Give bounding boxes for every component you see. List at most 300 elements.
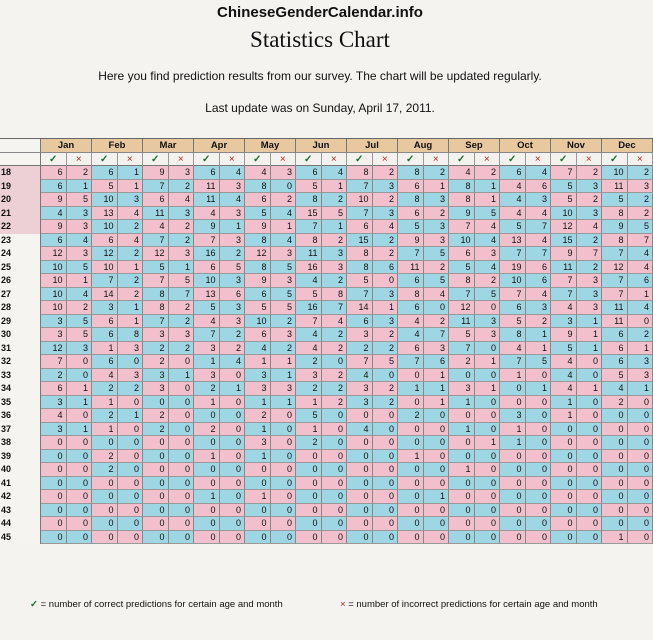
incorrect-count-cell: 3 [67, 207, 93, 221]
incorrect-count-cell: 3 [322, 261, 348, 275]
incorrect-count-cell: 3 [271, 274, 297, 288]
correct-count-cell: 4 [296, 328, 322, 342]
correct-count-cell: 8 [143, 301, 169, 315]
correct-count-cell: 5 [92, 180, 118, 194]
correct-count-cell: 14 [347, 301, 373, 315]
incorrect-count-cell: 2 [118, 220, 144, 234]
correct-count-cell: 1 [551, 396, 577, 410]
incorrect-count-cell: 2 [628, 207, 653, 221]
correct-count-cell: 0 [500, 463, 526, 477]
correct-count-cell: 0 [143, 436, 169, 450]
incorrect-count-cell: 1 [67, 274, 93, 288]
incorrect-count-cell: 0 [271, 423, 297, 437]
incorrect-count-cell: 7 [526, 220, 552, 234]
check-icon: ✓ [30, 599, 38, 610]
month-header: Jul [347, 139, 398, 153]
correct-count-cell: 4 [500, 180, 526, 194]
correct-count-cell: 11 [194, 193, 220, 207]
incorrect-count-cell: 0 [271, 180, 297, 194]
age-label: 26 [0, 274, 41, 288]
correct-count-cell: 1 [92, 423, 118, 437]
correct-count-cell: 12 [143, 247, 169, 261]
incorrect-count-cell: 7 [526, 247, 552, 261]
correct-count-cell: 0 [143, 396, 169, 410]
incorrect-count-cell: 0 [220, 490, 246, 504]
incorrect-count-cell: 0 [118, 355, 144, 369]
correct-count-cell: 7 [347, 180, 373, 194]
table-row [0, 247, 653, 261]
incorrect-count-cell: 3 [271, 328, 297, 342]
incorrect-count-cell: 3 [577, 288, 603, 302]
incorrect-count-cell: 6 [628, 274, 653, 288]
correct-count-cell: 1 [449, 423, 475, 437]
correct-count-cell: 15 [347, 234, 373, 248]
correct-count-cell: 0 [245, 504, 271, 518]
correct-count-cell: 10 [347, 193, 373, 207]
table-row [0, 409, 653, 423]
incorrect-count-cell: 3 [526, 193, 552, 207]
correct-count-cell: 3 [41, 423, 67, 437]
correct-count-cell: 9 [143, 166, 169, 180]
incorrect-count-cell: 2 [169, 220, 195, 234]
incorrect-count-cell: 3 [577, 180, 603, 194]
incorrect-count-cell: 3 [526, 301, 552, 315]
correct-count-cell: 6 [143, 193, 169, 207]
correct-count-cell: 6 [92, 234, 118, 248]
correct-count-cell: 6 [398, 207, 424, 221]
correct-count-cell: 6 [92, 328, 118, 342]
incorrect-count-cell: 1 [271, 355, 297, 369]
incorrect-count-cell: 1 [475, 193, 501, 207]
mark-header-row [0, 153, 653, 167]
age-label: 31 [0, 342, 41, 356]
incorrect-count-cell: 0 [475, 517, 501, 531]
correct-count-cell: 0 [347, 477, 373, 491]
correct-count-cell: 0 [296, 504, 322, 518]
correct-count-cell: 6 [296, 166, 322, 180]
cross-icon: × [67, 153, 93, 167]
incorrect-count-cell: 2 [169, 301, 195, 315]
incorrect-count-cell: 0 [118, 477, 144, 491]
correct-count-cell: 2 [92, 382, 118, 396]
incorrect-count-cell: 0 [577, 531, 603, 545]
correct-count-cell: 5 [551, 193, 577, 207]
correct-count-cell: 6 [398, 342, 424, 356]
correct-count-cell: 0 [449, 477, 475, 491]
incorrect-count-cell: 0 [169, 490, 195, 504]
correct-count-cell: 6 [602, 342, 628, 356]
incorrect-count-cell: 2 [424, 207, 450, 221]
incorrect-count-cell: 2 [118, 382, 144, 396]
correct-count-cell: 1 [500, 436, 526, 450]
correct-count-cell: 4 [500, 193, 526, 207]
incorrect-count-cell: 1 [67, 423, 93, 437]
correct-count-cell: 1 [449, 463, 475, 477]
incorrect-count-cell: 0 [271, 477, 297, 491]
cross-icon: × [424, 153, 450, 167]
correct-count-cell: 8 [245, 261, 271, 275]
correct-count-cell: 0 [92, 517, 118, 531]
incorrect-count-cell: 0 [271, 436, 297, 450]
correct-count-cell: 7 [41, 355, 67, 369]
correct-count-cell: 4 [296, 342, 322, 356]
correct-count-cell: 9 [245, 220, 271, 234]
correct-count-cell: 2 [449, 355, 475, 369]
incorrect-count-cell: 0 [67, 463, 93, 477]
correct-count-cell: 0 [449, 450, 475, 464]
month-header: Aug [398, 139, 449, 153]
incorrect-count-cell: 3 [322, 247, 348, 261]
incorrect-count-cell: 6 [526, 180, 552, 194]
table-row [0, 382, 653, 396]
correct-count-cell: 11 [602, 315, 628, 329]
incorrect-count-cell: 1 [577, 315, 603, 329]
incorrect-count-cell: 0 [475, 342, 501, 356]
correct-count-cell: 5 [296, 180, 322, 194]
incorrect-count-cell: 4 [271, 234, 297, 248]
correct-count-cell: 4 [398, 328, 424, 342]
incorrect-count-cell: 2 [424, 261, 450, 275]
incorrect-count-cell: 0 [220, 396, 246, 410]
correct-count-cell: 0 [41, 450, 67, 464]
correct-count-cell: 0 [551, 490, 577, 504]
incorrect-count-cell: 3 [67, 247, 93, 261]
correct-count-cell: 5 [398, 220, 424, 234]
correct-count-cell: 0 [143, 517, 169, 531]
incorrect-count-cell: 0 [628, 531, 653, 545]
correct-count-cell: 2 [347, 342, 373, 356]
correct-count-cell: 0 [347, 463, 373, 477]
correct-count-cell: 5 [500, 315, 526, 329]
incorrect-count-cell: 1 [67, 180, 93, 194]
incorrect-count-cell: 1 [118, 315, 144, 329]
correct-count-cell: 0 [449, 517, 475, 531]
incorrect-count-cell: 0 [373, 369, 399, 383]
correct-count-cell: 0 [551, 504, 577, 518]
correct-count-cell: 8 [398, 166, 424, 180]
correct-count-cell: 9 [551, 328, 577, 342]
correct-count-cell: 5 [602, 369, 628, 383]
correct-count-cell: 5 [449, 261, 475, 275]
incorrect-count-cell: 2 [628, 328, 653, 342]
incorrect-count-cell: 4 [526, 234, 552, 248]
table-row [0, 517, 653, 531]
incorrect-count-cell: 0 [169, 436, 195, 450]
age-label: 22 [0, 220, 41, 234]
correct-count-cell: 10 [41, 301, 67, 315]
incorrect-count-cell: 1 [220, 382, 246, 396]
incorrect-count-cell: 3 [271, 247, 297, 261]
incorrect-count-cell: 5 [271, 288, 297, 302]
correct-count-cell: 0 [500, 504, 526, 518]
correct-count-cell: 8 [347, 247, 373, 261]
age-label: 18 [0, 166, 41, 180]
incorrect-count-cell: 3 [373, 180, 399, 194]
correct-count-cell: 3 [347, 328, 373, 342]
incorrect-count-cell: 0 [577, 396, 603, 410]
correct-count-cell: 2 [41, 369, 67, 383]
correct-count-cell: 1 [245, 355, 271, 369]
incorrect-count-cell: 0 [373, 504, 399, 518]
incorrect-count-cell: 3 [220, 180, 246, 194]
age-label: 30 [0, 328, 41, 342]
correct-count-cell: 0 [194, 409, 220, 423]
correct-count-cell: 1 [551, 409, 577, 423]
incorrect-count-cell: 0 [220, 409, 246, 423]
correct-count-cell: 8 [296, 193, 322, 207]
correct-count-cell: 0 [194, 436, 220, 450]
incorrect-count-cell: 0 [475, 396, 501, 410]
table-row [0, 301, 653, 315]
incorrect-count-cell: 0 [577, 517, 603, 531]
last-update-text: Last update was on Sunday, April 17, 2011. [205, 101, 435, 115]
cross-icon: × [526, 153, 552, 167]
incorrect-count-cell: 1 [118, 409, 144, 423]
correct-count-cell: 0 [449, 369, 475, 383]
incorrect-count-cell: 1 [526, 382, 552, 396]
age-label: 20 [0, 193, 41, 207]
correct-count-cell: 7 [92, 274, 118, 288]
incorrect-count-cell: 0 [220, 450, 246, 464]
correct-count-cell: 0 [398, 490, 424, 504]
correct-count-cell: 9 [41, 220, 67, 234]
correct-count-cell: 4 [449, 166, 475, 180]
incorrect-count-cell: 0 [628, 504, 653, 518]
incorrect-count-cell: 0 [424, 436, 450, 450]
correct-count-cell: 0 [602, 504, 628, 518]
incorrect-count-cell: 0 [67, 504, 93, 518]
incorrect-count-cell: 0 [628, 396, 653, 410]
correct-count-cell: 8 [296, 234, 322, 248]
incorrect-count-cell: 2 [118, 247, 144, 261]
incorrect-count-cell: 2 [373, 328, 399, 342]
incorrect-count-cell: 0 [118, 517, 144, 531]
incorrect-count-cell: 1 [475, 355, 501, 369]
incorrect-count-cell: 0 [118, 423, 144, 437]
correct-count-cell: 7 [500, 288, 526, 302]
incorrect-count-cell: 4 [628, 247, 653, 261]
correct-count-cell: 5 [143, 261, 169, 275]
correct-count-cell: 4 [245, 166, 271, 180]
correct-count-cell: 12 [92, 247, 118, 261]
incorrect-count-cell: 2 [169, 180, 195, 194]
incorrect-count-cell: 0 [424, 504, 450, 518]
correct-count-cell: 16 [296, 301, 322, 315]
table-row [0, 463, 653, 477]
incorrect-count-cell: 3 [424, 342, 450, 356]
correct-count-cell: 5 [602, 193, 628, 207]
correct-count-cell: 10 [449, 234, 475, 248]
incorrect-count-cell: 0 [628, 436, 653, 450]
age-label: 27 [0, 288, 41, 302]
correct-count-cell: 3 [92, 301, 118, 315]
table-row [0, 450, 653, 464]
correct-count-cell: 0 [398, 531, 424, 545]
incorrect-count-cell: 1 [424, 369, 450, 383]
incorrect-count-cell: 3 [424, 234, 450, 248]
correct-count-cell: 6 [398, 180, 424, 194]
incorrect-count-cell: 3 [220, 234, 246, 248]
page-title: Statistics Chart [250, 27, 390, 52]
correct-count-cell: 7 [449, 288, 475, 302]
correct-count-cell: 8 [245, 180, 271, 194]
incorrect-count-cell: 2 [271, 193, 297, 207]
correct-count-cell: 6 [500, 301, 526, 315]
incorrect-count-cell: 3 [220, 274, 246, 288]
correct-count-cell: 0 [398, 423, 424, 437]
incorrect-count-cell: 0 [220, 463, 246, 477]
correct-count-cell: 2 [398, 409, 424, 423]
correct-count-cell: 3 [551, 315, 577, 329]
incorrect-count-cell: 0 [526, 396, 552, 410]
incorrect-count-cell: 0 [475, 301, 501, 315]
incorrect-count-cell: 0 [526, 490, 552, 504]
incorrect-count-cell: 0 [526, 477, 552, 491]
correct-count-cell: 7 [347, 288, 373, 302]
correct-count-cell: 6 [92, 355, 118, 369]
correct-count-cell: 0 [347, 531, 373, 545]
correct-count-cell: 3 [41, 396, 67, 410]
correct-count-cell: 7 [449, 220, 475, 234]
correct-count-cell: 0 [296, 490, 322, 504]
correct-count-cell: 1 [398, 450, 424, 464]
correct-count-cell: 6 [245, 288, 271, 302]
correct-count-cell: 8 [398, 193, 424, 207]
correct-count-cell: 0 [551, 477, 577, 491]
incorrect-count-cell: 5 [424, 247, 450, 261]
incorrect-count-cell: 4 [475, 234, 501, 248]
correct-count-cell: 0 [398, 463, 424, 477]
table-row [0, 315, 653, 329]
correct-count-cell: 5 [296, 288, 322, 302]
correct-count-cell: 16 [194, 247, 220, 261]
incorrect-count-cell: 3 [577, 207, 603, 221]
incorrect-count-cell: 0 [220, 436, 246, 450]
incorrect-count-cell: 1 [373, 301, 399, 315]
correct-count-cell: 0 [194, 477, 220, 491]
correct-count-cell: 12 [449, 301, 475, 315]
correct-count-cell: 0 [296, 463, 322, 477]
correct-count-cell: 10 [41, 261, 67, 275]
month-header: Sep [449, 139, 500, 153]
incorrect-count-cell: 1 [628, 288, 653, 302]
incorrect-count-cell: 2 [67, 301, 93, 315]
incorrect-count-cell: 0 [577, 369, 603, 383]
age-header-corner [0, 139, 41, 153]
incorrect-count-cell: 3 [475, 247, 501, 261]
correct-count-cell: 0 [347, 504, 373, 518]
correct-count-cell: 0 [296, 477, 322, 491]
age-label: 21 [0, 207, 41, 221]
incorrect-count-cell: 4 [220, 193, 246, 207]
incorrect-count-cell: 1 [67, 396, 93, 410]
incorrect-count-cell: 3 [373, 288, 399, 302]
correct-count-cell: 0 [500, 531, 526, 545]
correct-count-cell: 1 [194, 396, 220, 410]
correct-count-cell: 6 [41, 166, 67, 180]
correct-count-cell: 0 [143, 463, 169, 477]
correct-count-cell: 8 [245, 234, 271, 248]
age-label: 33 [0, 369, 41, 383]
check-icon: ✓ [347, 153, 373, 167]
correct-count-cell: 6 [347, 220, 373, 234]
incorrect-count-cell: 1 [424, 180, 450, 194]
correct-count-cell: 10 [92, 193, 118, 207]
incorrect-count-cell: 2 [169, 234, 195, 248]
incorrect-count-cell: 1 [577, 382, 603, 396]
table-row [0, 490, 653, 504]
incorrect-count-cell: 1 [628, 342, 653, 356]
correct-count-cell: 1 [398, 382, 424, 396]
correct-count-cell: 9 [449, 207, 475, 221]
table-row [0, 288, 653, 302]
incorrect-count-cell: 2 [373, 247, 399, 261]
correct-count-cell: 4 [551, 301, 577, 315]
correct-count-cell: 1 [602, 531, 628, 545]
age-label: 29 [0, 315, 41, 329]
table-row [0, 423, 653, 437]
incorrect-count-cell: 3 [118, 342, 144, 356]
incorrect-count-cell: 0 [526, 517, 552, 531]
incorrect-count-cell: 0 [118, 504, 144, 518]
correct-count-cell: 8 [347, 261, 373, 275]
month-header: Apr [194, 139, 245, 153]
incorrect-count-cell: 0 [424, 450, 450, 464]
incorrect-count-cell: 8 [118, 328, 144, 342]
incorrect-count-cell: 0 [628, 315, 653, 329]
correct-count-cell: 0 [194, 504, 220, 518]
incorrect-count-cell: 0 [373, 517, 399, 531]
correct-count-cell: 0 [347, 450, 373, 464]
cross-icon: × [220, 153, 246, 167]
correct-count-cell: 0 [41, 504, 67, 518]
correct-count-cell: 0 [143, 490, 169, 504]
incorrect-count-cell: 1 [118, 261, 144, 275]
incorrect-count-cell: 1 [526, 328, 552, 342]
correct-count-cell: 4 [551, 355, 577, 369]
age-label: 23 [0, 234, 41, 248]
correct-count-cell: 2 [92, 409, 118, 423]
incorrect-count-cell: 0 [475, 409, 501, 423]
correct-count-cell: 7 [551, 274, 577, 288]
correct-count-cell: 0 [449, 531, 475, 545]
incorrect-count-cell: 0 [271, 504, 297, 518]
table-row [0, 274, 653, 288]
correct-count-cell: 9 [245, 274, 271, 288]
incorrect-count-cell: 1 [424, 382, 450, 396]
incorrect-count-cell: 5 [169, 274, 195, 288]
month-header: Jun [296, 139, 347, 153]
correct-count-cell: 11 [143, 207, 169, 221]
incorrect-count-cell: 7 [169, 288, 195, 302]
incorrect-count-cell: 3 [577, 301, 603, 315]
correct-count-cell: 3 [143, 369, 169, 383]
age-label: 35 [0, 396, 41, 410]
incorrect-count-cell: 4 [118, 207, 144, 221]
legend-correct-text: = number of correct predictions for certain age and month [40, 599, 283, 610]
correct-count-cell: 1 [500, 423, 526, 437]
correct-count-cell: 13 [194, 288, 220, 302]
check-icon: ✓ [41, 153, 67, 167]
cross-icon: × [169, 153, 195, 167]
incorrect-count-cell: 5 [373, 355, 399, 369]
incorrect-count-cell: 0 [373, 490, 399, 504]
incorrect-count-cell: 1 [475, 382, 501, 396]
cross-icon: × [271, 153, 297, 167]
incorrect-count-cell: 6 [373, 261, 399, 275]
correct-count-cell: 7 [347, 207, 373, 221]
correct-count-cell: 6 [92, 315, 118, 329]
